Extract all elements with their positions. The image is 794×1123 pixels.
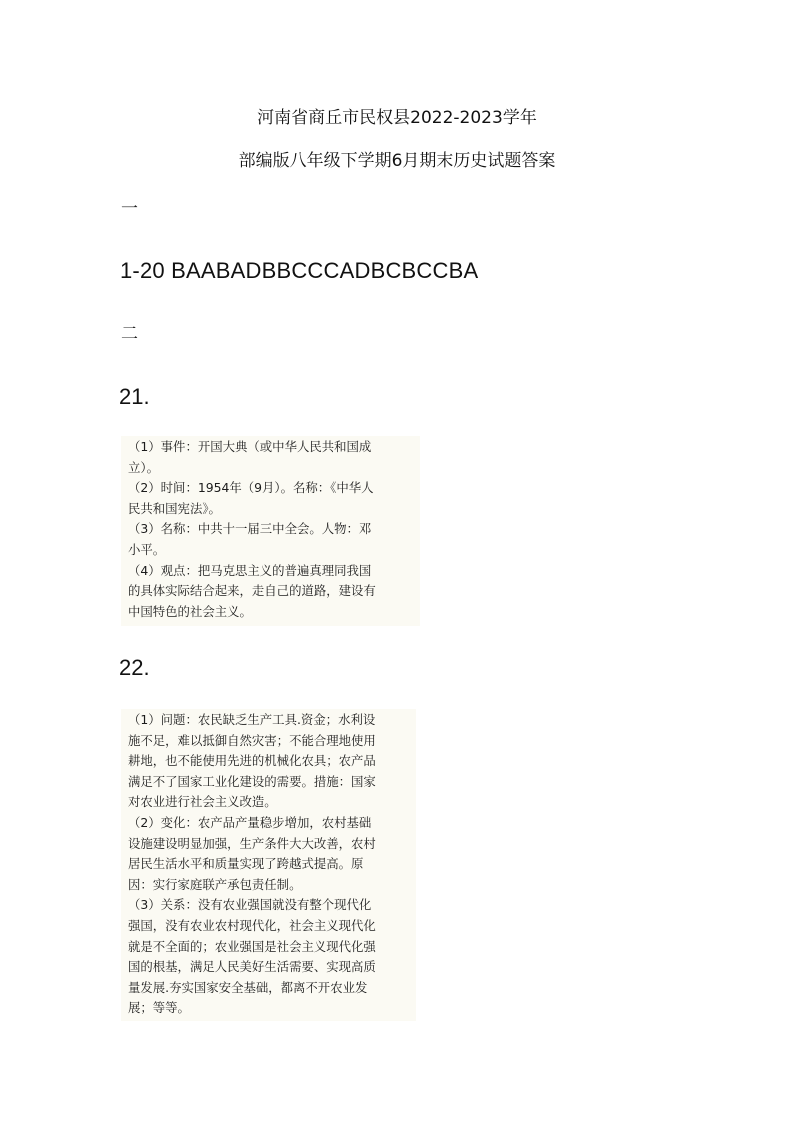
multiple-choice-answers: 1-20 BAABADBBCCCADBCBCCBA <box>120 258 479 283</box>
section-one-heading: 一 <box>121 199 138 219</box>
answer-line: 立）。 <box>128 459 159 475</box>
answer-line: （1）问题：农民缺乏生产工具.资金；水利设 <box>128 712 376 727</box>
answer-line: （4）观点：把马克思主义的普遍真理同我国 <box>128 562 372 578</box>
answer-line: 的具体实际结合起来，走自己的道路，建设有 <box>128 583 376 599</box>
answer-line: 满足不了国家工业化建设的需要。措施：国家 <box>128 773 376 789</box>
answer-line: 中国特色的社会主义。 <box>128 603 252 619</box>
document-title-line2: 部编版八年级下学期6月期末历史试题答案 <box>238 151 556 171</box>
answer-line: （2）时间：1954年（9月）。名称：《中华人 <box>128 480 374 496</box>
answer-line: 强国，没有农业农村现代化，社会主义现代化 <box>128 917 376 933</box>
answer-line: 施不足，难以抵御自然灾害；不能合理地使用 <box>128 732 376 748</box>
answer-line: 量发展.夯实国家安全基础，都离不开农业发 <box>128 979 368 995</box>
answer-line: 居民生活水平和质量实现了跨越式提高。原 <box>128 856 364 872</box>
answer-line: 因：实行家庭联产承包责任制。 <box>128 876 302 892</box>
answer-line: 设施建设明显加强，生产条件大大改善，农村 <box>128 835 376 851</box>
answer-line: （2）变化：农产品产量稳步增加，农村基础 <box>128 814 372 830</box>
section-two-heading: 二 <box>121 324 138 344</box>
answer-line: 国的根基，满足人民美好生活需要、实现高质 <box>128 959 376 975</box>
answer-line: （1）事件：开国大典（或中华人民共和国成 <box>128 439 372 454</box>
answer-line: （3）关系：没有农业强国就没有整个现代化 <box>128 897 372 913</box>
answer-line: 对农业进行社会主义改造。 <box>128 794 277 810</box>
document-title-line1: 河南省商丘市民权县2022-2023学年 <box>257 108 537 128</box>
answer-line: 耕地，也不能使用先进的机械化农具；农产品 <box>128 753 376 769</box>
question-22-answer-image <box>121 709 416 1021</box>
answer-line: （3）名称：中共十一届三中全会。人物：邓 <box>128 521 372 537</box>
question-21-number: 21. <box>119 384 150 409</box>
answer-line: 民共和国宪法》。 <box>128 500 221 516</box>
answer-line: 就是不全面的；农业强国是社会主义现代化强 <box>128 938 376 954</box>
answer-line: 小平。 <box>128 541 166 557</box>
question-21-answer-image <box>121 436 420 626</box>
question-22-number: 22. <box>119 655 150 680</box>
answer-line: 展；等等。 <box>128 1000 190 1016</box>
